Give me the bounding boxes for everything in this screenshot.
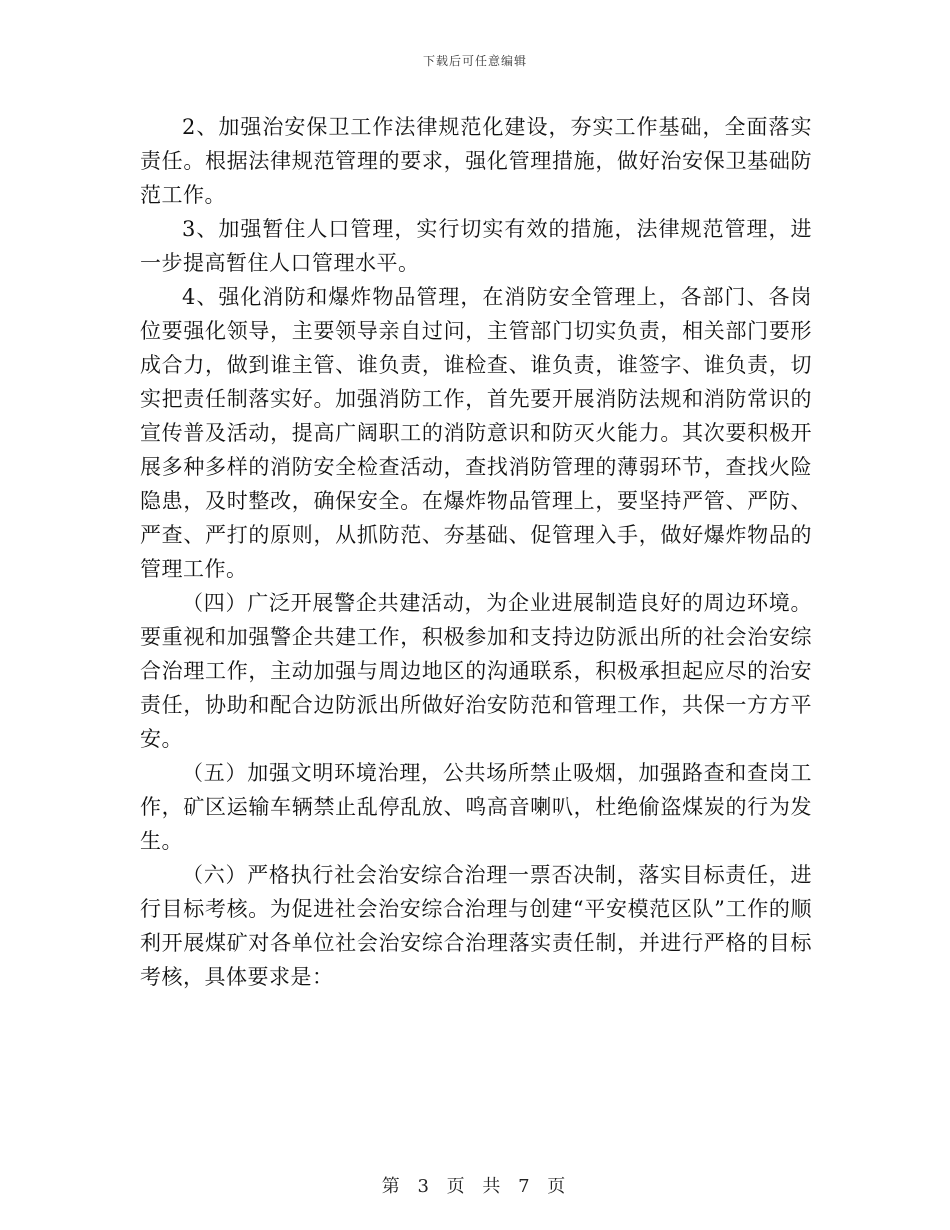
- page-number-footer: 第 3 页 共 7 页: [381, 1176, 569, 1197]
- paragraph-section-6-veto-system: （六）严格执行社会治安综合治理一票否决制，落实目标责任，进行目标考核。为促进社会治安综合治理与创建“平安模范区队”工作的顺利开展煤矿对各单位社会治安综合治理落实责任制，并进行严格的目标考核，具体要求是：: [140, 863, 812, 989]
- paragraph-section-5-environment: （五）加强文明环境治理，公共场所禁止吸烟，加强路查和查岗工作，矿区运输车辆禁止乱停乱放、鸣高音喇叭，杜绝偷盗煤炭的行为发生。: [140, 761, 812, 853]
- paragraph-3-temporary-residents: 3、加强暂住人口管理，实行切实有效的措施，法律规范管理，进一步提高暂住人口管理水平。: [140, 217, 812, 275]
- paragraph-section-4-police-enterprise: （四）广泛开展警企共建活动，为企业进展制造良好的周边环境。要重视和加强警企共建工作，积极参加和支持边防派出所的社会治安综合治理工作，主动加强与周边地区的沟通联系，积极承担起应尽的治安责任，协助和配合边防派出所做好治安防范和管理工作，共保一方方平安。: [140, 591, 812, 751]
- paragraph-2-security-legal: 2、加强治安保卫工作法律规范化建设，夯实工作基础，全面落实责任。根据法律规范管理的要求，强化管理措施，做好治安保卫基础防范工作。: [140, 115, 812, 207]
- paragraph-4-fire-explosives: 4、强化消防和爆炸物品管理，在消防安全管理上，各部门、各岗位要强化领导，主要领导亲自过问，主管部门切实负责，相关部门要形成合力，做到谁主管、谁负责，谁检查、谁负责，谁签字、谁负责，切实把责任制落实好。加强消防工作，首先要开展消防法规和消防常识的宣传普及活动，提高广阔职工的消防意识和防灭火能力。其次要积极开展多种多样的消防安全检查活动，查找消防管理的薄弱环节，查找火险隐患，及时整改，确保安全。在爆炸物品管理上，要坚持严管、严防、严查、严打的原则，从抓防范、夯基础、促管理入手，做好爆炸物品的管理工作。: [140, 285, 812, 581]
- document-body: [140, 110, 812, 994]
- page-header-note: 下载后可任意编辑: [422, 54, 527, 68]
